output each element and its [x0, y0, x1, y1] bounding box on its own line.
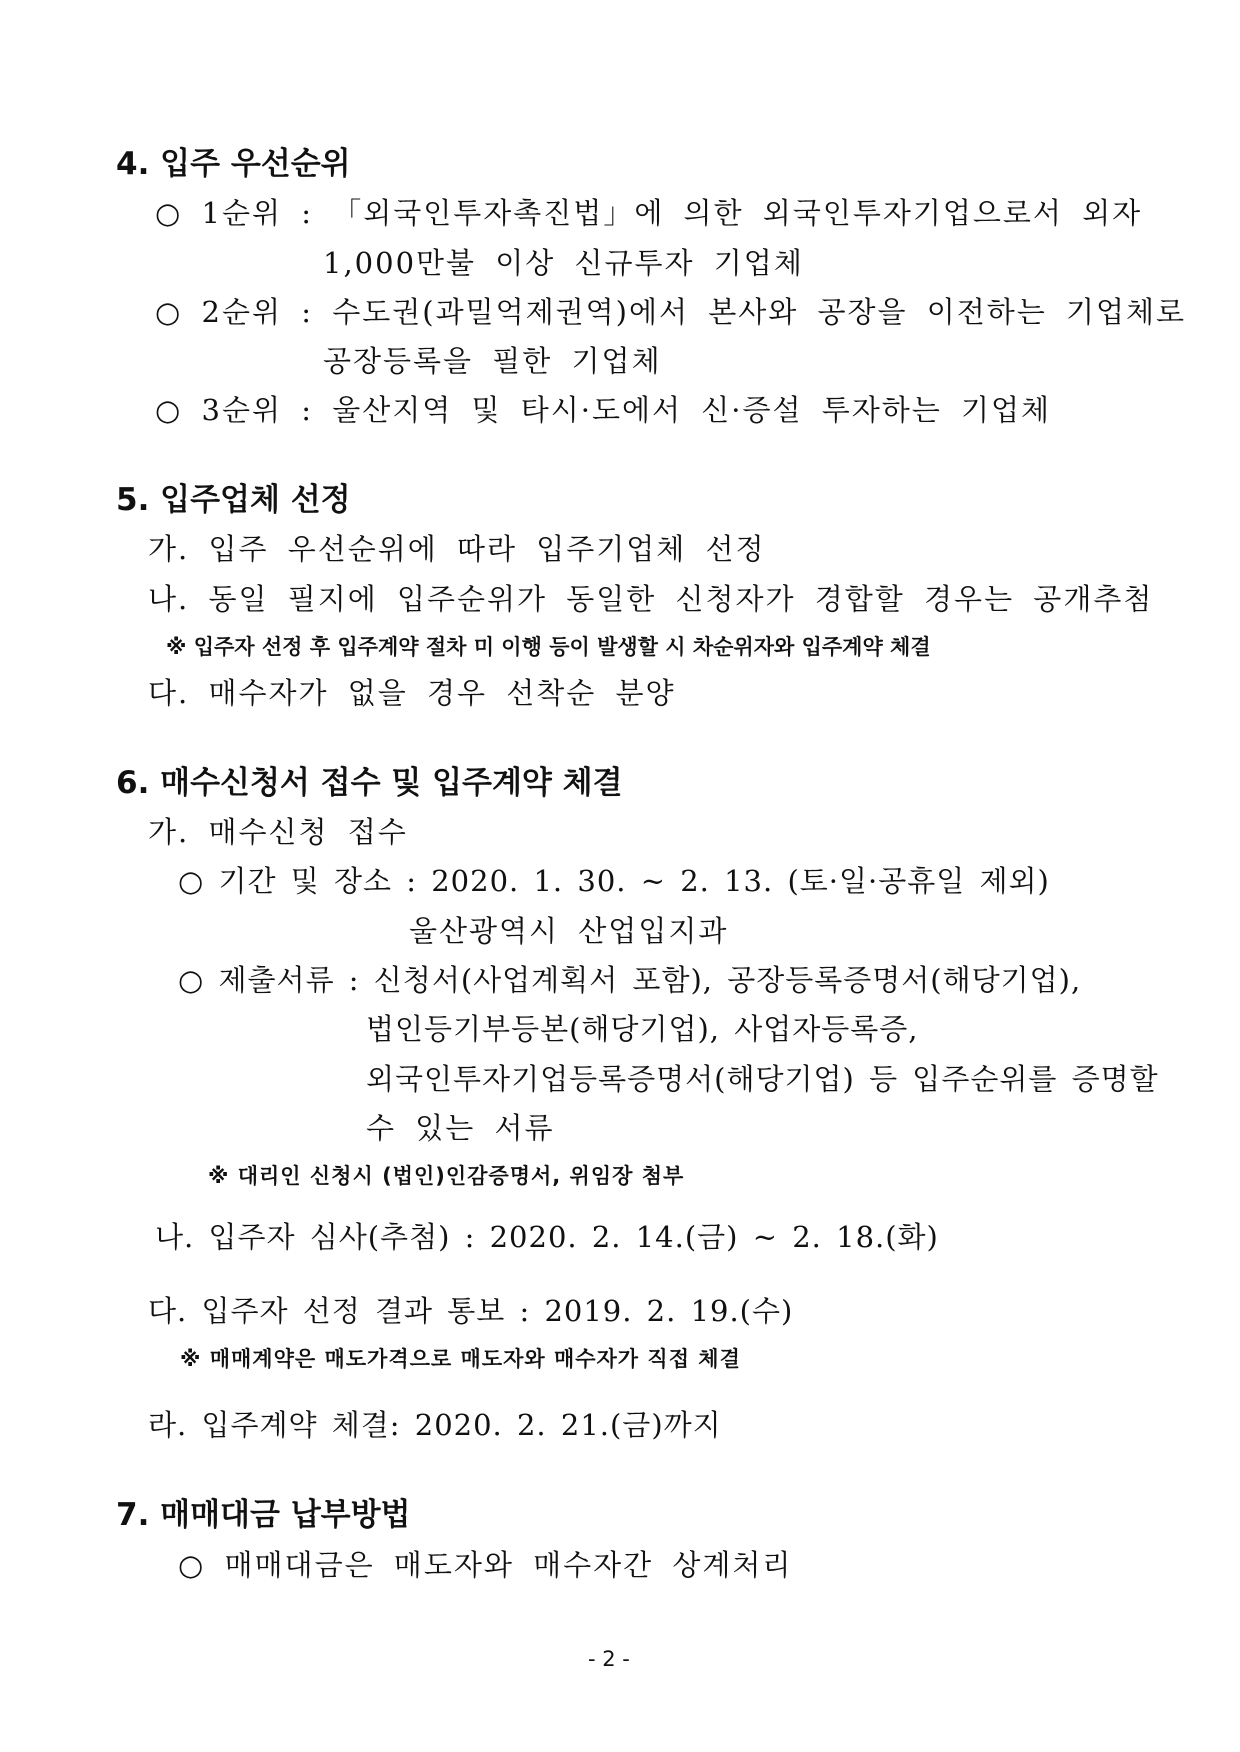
priority-1-line1: ○ 1순위 : 「외국인투자촉진법」에 의한 외국인투자기업으로서 외자	[155, 196, 1143, 230]
section-6-item-da: 다. 입주자 선정 결과 통보 : 2019. 2. 19.(수)	[148, 1294, 794, 1328]
priority-3-line1: ○ 3순위 : 울산지역 및 타시·도에서 신·증설 투자하는 기업체	[155, 393, 1052, 427]
priority-2-line2: 공장등록을 필한 기업체	[323, 344, 662, 378]
section-5-heading: 5. 입주업체 선정	[116, 482, 351, 518]
required-docs-line4: 수 있는 서류	[366, 1111, 555, 1145]
section-6-item-na: 나. 입주자 심사(추첨) : 2020. 2. 14.(금) ~ 2. 18.(화)	[155, 1220, 939, 1254]
section-5-item-na: 나. 동일 필지에 입주순위가 동일한 신청자가 경합할 경우는 공개추첨	[148, 582, 1154, 616]
priority-2-line1: ○ 2순위 : 수도권(과밀억제권역)에서 본사와 공장을 이전하는 기업체로	[155, 295, 1187, 329]
payment-method-item: ○ 매매대금은 매도자와 매수자간 상계처리	[178, 1548, 793, 1582]
application-period-line2: 울산광역시 산업입지과	[409, 914, 729, 948]
required-docs-line1: ○ 제출서류 : 신청서(사업계획서 포함), 공장등록증명서(해당기업),	[178, 963, 1082, 997]
priority-1-line2: 1,000만불 이상 신규투자 기업체	[323, 246, 804, 280]
section-7-heading: 7. 매매대금 납부방법	[116, 1497, 411, 1533]
section-5-item-ga: 가. 입주 우선순위에 따라 입주기업체 선정	[148, 532, 766, 566]
required-docs-line2: 법인등기부등본(해당기업), 사업자등록증,	[366, 1012, 919, 1046]
section-5-note: ※ 입주자 선정 후 입주계약 절차 미 이행 등이 발생할 시 차순위자와 입주계약 체결	[166, 635, 931, 659]
section-6-heading: 6. 매수신청서 접수 및 입주계약 체결	[116, 765, 623, 801]
page-number: - 2 -	[588, 1647, 630, 1671]
application-period-line1: ○ 기간 및 장소 : 2020. 1. 30. ~ 2. 13. (토·일·공휴일 제외)	[178, 864, 1050, 898]
section-6-item-ra: 라. 입주계약 체결: 2020. 2. 21.(금)까지	[148, 1408, 722, 1442]
section-4-heading: 4. 입주 우선순위	[116, 146, 351, 182]
contract-note: ※ 매매계약은 매도가격으로 매도자와 매수자가 직접 체결	[180, 1347, 741, 1371]
proxy-note: ※ 대리인 신청시 (법인)인감증명서, 위임장 첨부	[208, 1164, 685, 1188]
section-6-item-ga: 가. 매수신청 접수	[148, 815, 408, 849]
section-5-item-da: 다. 매수자가 없을 경우 선착순 분양	[148, 676, 676, 710]
required-docs-line3: 외국인투자기업등록증명서(해당기업) 등 입주순위를 증명할	[366, 1062, 1159, 1096]
